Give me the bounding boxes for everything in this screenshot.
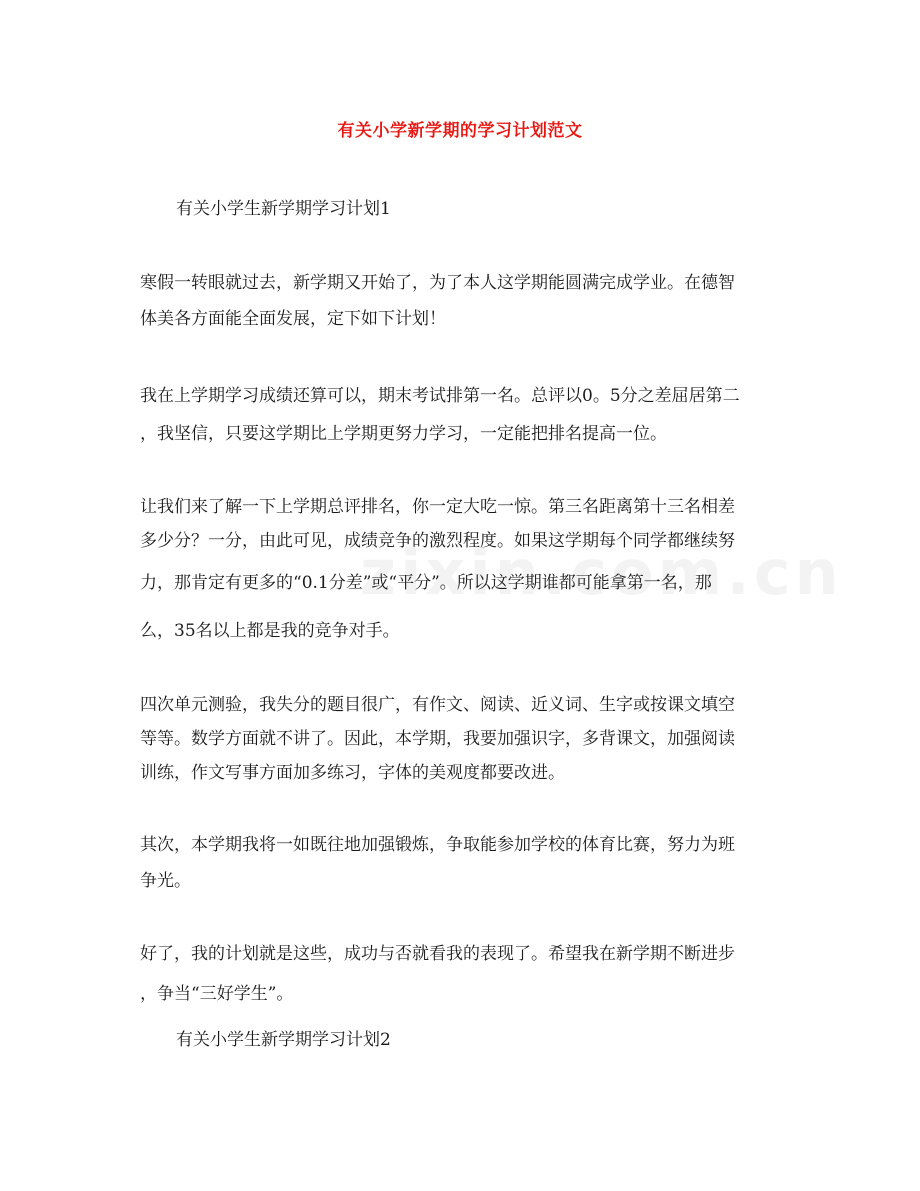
paragraph-line: 寒假一转眼就过去，新学期又开始了，为了本人这学期能圆满完成学业。在德智 (140, 273, 735, 293)
paragraph-line: 好了，我的计划就是这些，成功与否就看我的表现了。希望我在新学期不断进步 (140, 944, 735, 964)
paragraph-line: 我在上学期学习成绩还算可以，期末考试排第一名。总评以0。5分之差屈居第二 (140, 386, 740, 406)
paragraph-line: 训练，作文写事方面加多练习，字体的美观度都要改进。 (140, 763, 565, 783)
plan2-heading: 有关小学生新学期学习计划2 (176, 1030, 391, 1050)
paragraph-line: 多少分？一分，由此可见，成绩竞争的激烈程度。如果这学期每个同学都继续努 (140, 531, 735, 551)
paragraph-line: 么，35名以上都是我的竞争对手。 (140, 621, 400, 641)
paragraph-line: ，我坚信，只要这学期比上学期更努力学习，一定能把排名提高一位。 (140, 424, 667, 444)
plan1-heading: 有关小学生新学期学习计划1 (176, 199, 391, 219)
paragraph-line: 四次单元测验，我失分的题目很广，有作文、阅读、近义词、生字或按课文填空 (140, 695, 735, 715)
paragraph-line: 其次，本学期我将一如既往地加强锻炼，争取能参加学校的体育比赛，努力为班 (140, 835, 735, 855)
paragraph-line: 等等。数学方面就不讲了。因此，本学期，我要加强识字，多背课文，加强阅读 (140, 729, 735, 749)
paragraph-line: 体美各方面能全面发展，定下如下计划！ (140, 309, 446, 329)
document-title: 有关小学新学期的学习计划范文 (337, 121, 583, 141)
paragraph-line: 力，那肯定有更多的“0.1分差”或“平分”。所以这学期谁都可能拿第一名，那 (140, 573, 712, 593)
paragraph-line: 争光。 (140, 871, 191, 891)
paragraph-line: ，争当“三好学生”。 (140, 984, 294, 1004)
paragraph-line: 让我们来了解一下上学期总评排名，你一定大吃一惊。第三名距离第十三名相差 (140, 497, 735, 517)
